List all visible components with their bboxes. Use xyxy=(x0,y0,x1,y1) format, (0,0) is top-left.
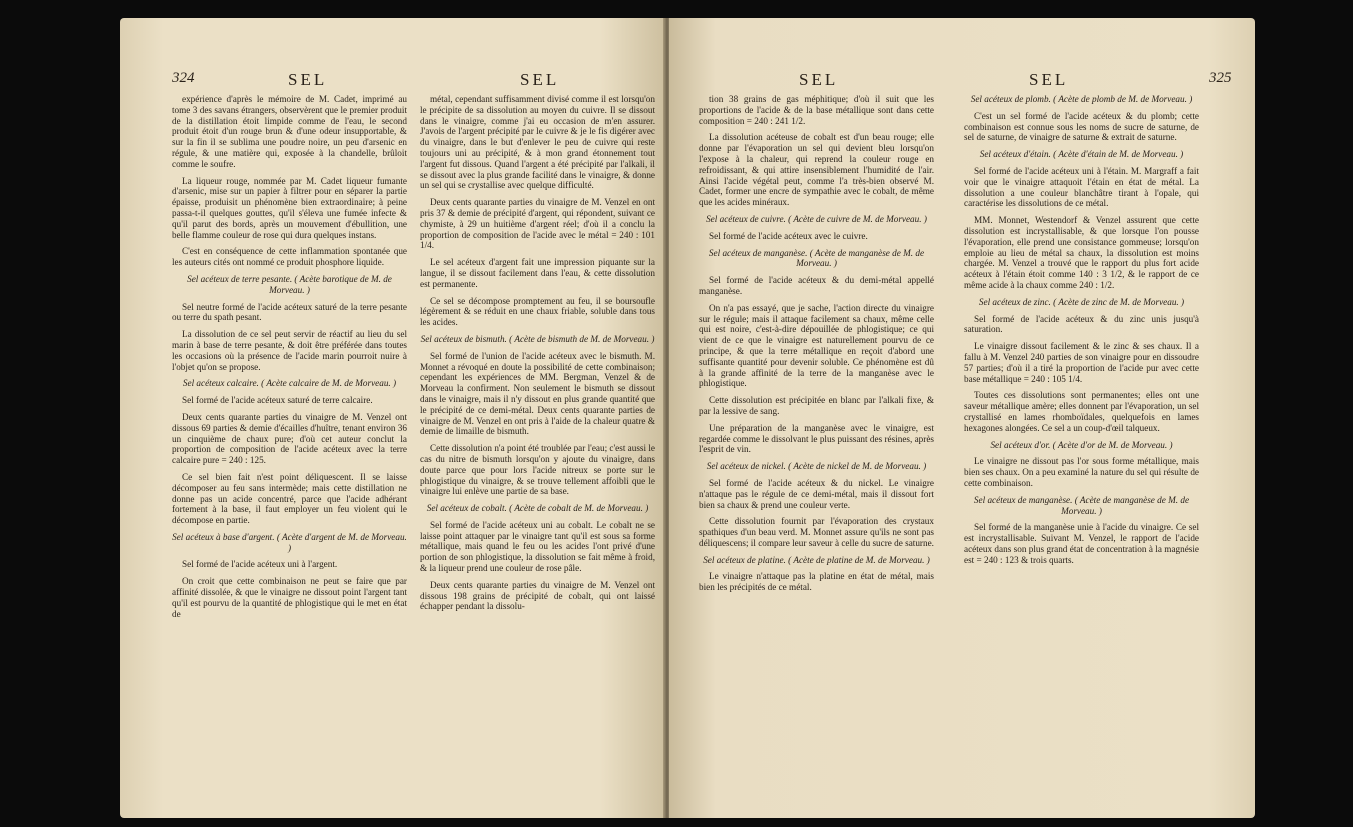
paragraph: Sel acéteux d'or. ( Acète d'or de M. de Morveau. ) xyxy=(990,439,1173,450)
paragraph: Sel acéteux de plomb. ( Acète de plomb de M. de Morveau. ) xyxy=(970,94,1193,104)
paragraph: Une préparation de la manganèse avec le vinaigre, est regardée comme le dissolvant le plus puissant des résines, après l'esprit de vin. xyxy=(699,422,934,455)
paragraph: Sel acéteux calcaire. ( Acète calcaire de M. de Morveau. ) xyxy=(182,378,397,389)
right-page xyxy=(669,18,1255,818)
paragraph: Sel acéteux de manganèse. ( Acète de manganèse de M. de Morveau. ) xyxy=(708,247,925,269)
paragraph: Sel acéteux de bismuth. ( Acète de bismuth de M. de Morveau. ) xyxy=(420,333,655,344)
paragraph: métal, cependant suffisamment divisé comme il est lorsqu'on le précipite de sa dissolution au moyen du cuivre. Il se dissout dans le vinaigre, comme j'ai eu occasion de m'en assurer. J'avois de l'argent précipité par le cuivre & je le fis digérer avec du vinaigre, dans le but d'enlever le peu de cuivre qui reste toujours uni au précipité, & à mon grand étonnement tout l'argent fut dissous. Quand l'argent a été précipité par l'alkali, il se dissout avec la plus grande facilité dans le vinaigre, & donne un sel qui se crystallise avec quelque difficulté. xyxy=(420,94,655,191)
paragraph: Sel formé de l'acide acéteux & du zinc unis jusqu'à saturation. xyxy=(964,313,1199,335)
right-page-column-2 xyxy=(964,94,1199,571)
paragraph: Sel acéteux de cuivre. ( Acète de cuivre de M. de Morveau. ) xyxy=(706,213,927,224)
paragraph: C'est un sel formé de l'acide acéteux & du plomb; cette combinaison est connue sous les noms de sucre de saturne, de sel de saturne, de vinaigre de saturne & extrait de saturne. xyxy=(964,110,1199,143)
paragraph: Sel formé de l'acide acéteux saturé de terre calcaire. xyxy=(182,395,373,406)
paragraph: Sel acéteux de zinc. ( Acète de zinc de M. de Morveau. ) xyxy=(978,296,1185,307)
left-running-head-right: SEL xyxy=(520,70,560,89)
right-running-head-right: SEL xyxy=(1029,70,1069,89)
left-running-head-left: SEL xyxy=(288,70,328,89)
paragraph: Sel acéteux de manganèse. ( Acète de manganèse de M. de Morveau. ) xyxy=(973,494,1190,516)
paragraph: Toutes ces dissolutions sont permanentes; elles ont une saveur métallique amère; elles donnent par l'évaporation, un sel crystallisé en lames rhomboïdales, quelquefois en lames hexagones alongées. Ce sel a un coup-d'œil talqueux. xyxy=(964,390,1199,433)
paragraph: La dissolution acéteuse de cobalt est d'un beau rouge; elle donne par l'évaporation un sel qui devient bleu lorsqu'on l'expose à la chaleur, qui reprend la couleur rouge en refroidissant, & qui attire insensiblement l'humidité de l'air. Ainsi l'acide végétal peut, comme l'a très-bien observé M. Cadet, former une encre de sympathie avec le cobalt, de même que les acides minéraux. xyxy=(699,132,934,208)
paragraph: Sel acéteux à base d'argent. ( Acète d'argent de M. de Morveau. ) xyxy=(172,531,407,553)
paragraph: Le sel acéteux d'argent fait une impression piquante sur la langue, il se dissout facilement dans l'eau, & cette dissolution est permanente. xyxy=(420,257,655,289)
paragraph: Sel formé de l'acide acéteux & du nickel. Le vinaigre n'attaque pas le régule de ce demi-métal, mais il dissout fort bien sa chaux & prend une couleur verte. xyxy=(699,477,934,510)
paragraph: Sel acéteux de cobalt. ( Acète de cobalt de M. de Morveau. ) xyxy=(426,503,649,514)
paragraph: Ce sel bien fait n'est point déliquescent. Il se laisse décomposer au feu sans intermède; mais cette distillation ne donne pas un acide concentré, parce que l'acide adhérant fortement à la base, il faut employer un feu violent qui le décompose en partie. xyxy=(172,471,407,526)
paragraph: Cette dissolution fournit par l'évaporation des crystaux spathiques d'un beau verd. M. Monnet assure qu'ils ne sont pas déliquescens; il compare leur saveur à celle du sucre de saturne. xyxy=(699,516,934,548)
left-page-column-2 xyxy=(420,94,655,618)
paragraph: Deux cents quarante parties du vinaigre de M. Venzel ont dissous 69 parties & demie d'écailles d'huître, tenant environ 36 un cinquième de chaux pure; d'où cet auteur conclut la proportion de composition de l'acide acéteux avec la terre calcaire pure = 240 : 125. xyxy=(172,411,407,466)
paragraph: Le vinaigre ne dissout pas l'or sous forme métallique, mais bien ses chaux. On a peu examiné la nature du sel qui résulte de cette combinaison. xyxy=(964,456,1199,488)
right-page-number: 325 xyxy=(1209,70,1232,86)
paragraph: On croit que cette combinaison ne peut se faire que par affinité dissolée, & que le vinaigre ne dissout point l'argent tant qu'il est pourvu de la quantité de phlogistique qui le met en état de xyxy=(172,576,407,619)
right-running-head-left: SEL xyxy=(799,70,839,89)
paragraph: La liqueur rouge, nommée par M. Cadet liqueur fumante d'arsenic, mise sur un papier à filtrer pour en séparer la partie épaisse, produisit un phénomène bien extraordinaire; à peine passa-t-il quelques gouttes, qu'il s'éleva une fumée infecte & qu'il parut des bords, après un mouvement d'ébullition, une belle flamme couleur de rose qui dura quelques instans. xyxy=(172,175,407,240)
paragraph: Sel neutre formé de l'acide acéteux saturé de la terre pesante ou terre du spath pesant. xyxy=(172,301,407,323)
paragraph: Sel formé de la manganèse unie à l'acide du vinaigre. Ce sel est incrystallisable. Suivant M. Venzel, le rapport de l'acide acéteux dans son plus grand état de concentration à la magnésie est = 240 : 123 & trois quarts. xyxy=(964,522,1199,565)
paragraph: Le vinaigre dissout facilement & le zinc & ses chaux. Il a fallu à M. Venzel 240 parties de son vinaigre pour en dissoudre 57 parties; d'où il a tiré la proportion de l'acide pur avec cette base métallique = 240 : 105 1/4. xyxy=(964,341,1199,384)
paragraph: Deux cents quarante parties du vinaigre de M. Venzel ont dissous 198 grains de précipité de cobalt, qui ont laissé échapper pendant la dissolu- xyxy=(420,579,655,612)
paragraph: On n'a pas essayé, que je sache, l'action directe du vinaigre sur le régule; mais il attaque facilement sa chaux, même celle qui est noire, c'est-à-dire dépouillée de phlogistique; ce qui vient de ce que le vinaigre est naturellement pourvu de ce principe, & que la terre métallique en reçoit d'abord une suffisante quantité pour devenir soluble. Ce phénomène est dû à la grande affinité de la terre de la manganèse avec le phlogistique. xyxy=(699,302,934,389)
paragraph: Sel acéteux d'étain. ( Acète d'étain de M. de Morveau. ) xyxy=(979,149,1184,160)
right-page-column-1 xyxy=(699,94,934,599)
paragraph: Sel acéteux de platine. ( Acète de platine de M. de Morveau. ) xyxy=(703,554,930,565)
paragraph: Sel acéteux de terre pesante. ( Acète barotique de M. de Morveau. ) xyxy=(187,273,392,295)
paragraph: Ce sel se décompose promptement au feu, il se boursoufle légèrement & se réduit en une chaux friable, soluble dans tous les acides. xyxy=(420,295,655,328)
paragraph: tion 38 grains de gas méphitique; d'où il suit que les proportions de l'acide & de la base métallique sont dans cette composition = 240 : 241 1/2. xyxy=(699,94,934,126)
paragraph: Sel acéteux de nickel. ( Acète de nickel de M. de Morveau. ) xyxy=(706,461,927,472)
paragraph: Sel formé de l'acide acéteux avec le cuivre. xyxy=(709,230,868,241)
paragraph: MM. Monnet, Westendorf & Venzel assurent que cette dissolution est incrystallisable, & que lorsque l'on pousse l'évaporation, elle prend une consistance gommeuse; lorsqu'on emploie au lieu de métal sa chaux, la dissolution est moins chargée. M. Venzel a trouvé que le rapport du plus fort acide acéteux à l'étain étoit comme 140 : 3 1/2, & le rapport de ce même acide à la chaux comme 240 : 1/2. xyxy=(964,215,1199,290)
paragraph: Sel formé de l'acide acéteux uni à l'étain. M. Margraff a fait voir que le vinaigre attaquoit l'étain en état de métal. La dissolution a une couleur blanchâtre tirant à l'opale, qui caractérise les dissolutions de ce métal. xyxy=(964,165,1199,209)
paragraph: Sel formé de l'acide acéteux uni à l'argent. xyxy=(182,559,338,570)
open-book xyxy=(120,18,1255,818)
paragraph: Deux cents quarante parties du vinaigre de M. Venzel en ont pris 37 & demie de précipité d'argent, qui répondent, suivant ce chymiste, à 29 un huitième d'argent réel; d'où il a conclu la proportion de composition de l'acide avec le métal = 240 : 101 1/4. xyxy=(420,197,655,251)
paragraph: La dissolution de ce sel peut servir de réactif au lieu du sel marin à base de terre pesante, & doit être préférée dans toutes les occasions où la présence de l'acide marin pourroit nuire à l'objet qu'on se propose. xyxy=(172,329,407,372)
paragraph: Sel formé de l'acide acéteux & du demi-métal appellé manganèse. xyxy=(699,275,934,296)
paragraph: C'est en conséquence de cette inflammation spontanée que les auteurs cités ont nommé ce produit phosphore liquide. xyxy=(172,246,407,268)
left-page xyxy=(120,18,665,818)
left-page-number: 324 xyxy=(172,70,195,86)
paragraph: Cette dissolution est précipitée en blanc par l'alkali fixe, & par la lessive de sang. xyxy=(699,395,934,416)
paragraph: Sel formé de l'union de l'acide acéteux avec le bismuth. M. Monnet a révoqué en doute la possibilité de cette combinaison; cependant les expériences de MM. Bergman, Venzel & de Morveau la confirment. Non seulement le bismuth se dissout dans le vinaigre, mais il n'y dissout en plus grande quantité que le précipité de ce demi-métal. Deux cents quarante parties de vinaigre de M. Venzel en ont pris à l'aide de la chaleur quatre & demie de limaille de bismuth. xyxy=(420,350,655,437)
paragraph: Cette dissolution n'a point été troublée par l'eau; c'est aussi le cas du nitre de bismuth lorsqu'on y ajoute du vinaigre, dans doute parce que pour lors l'acide nitreux se porte sur le phlogistique du vinaigre, & se trouve tellement affoibli que le vinaigre lui enlève une partie de sa base. xyxy=(420,443,655,497)
left-page-column-1 xyxy=(172,94,407,625)
paragraph: Sel formé de l'acide acéteux uni au cobalt. Le cobalt ne se laisse point attaquer par le vinaigre tant qu'il est sous sa forme métallique, mais quand le feu ou les acides l'ont privé d'une portion de son phlogistique, la dissolution se fait même à froid, & la liqueur prend une couleur de rose pâle. xyxy=(420,519,655,574)
paragraph: Le vinaigre n'attaque pas la platine en état de métal, mais bien les précipités de ce métal. xyxy=(699,571,934,593)
paragraph: expérience d'après le mémoire de M. Cadet, imprimé au tome 3 des savans étrangers, observèrent que le premier produit de la distillation étoit limpide comme de l'eau, le second produit étoit d'un rouge brun & d'une odeur insupportable, & sur la fin il se sublima une poudre noire, un peu d'arsenic en régule, & une matière qui, exposée à la chandelle, brûloit comme le soufre. xyxy=(172,94,407,169)
